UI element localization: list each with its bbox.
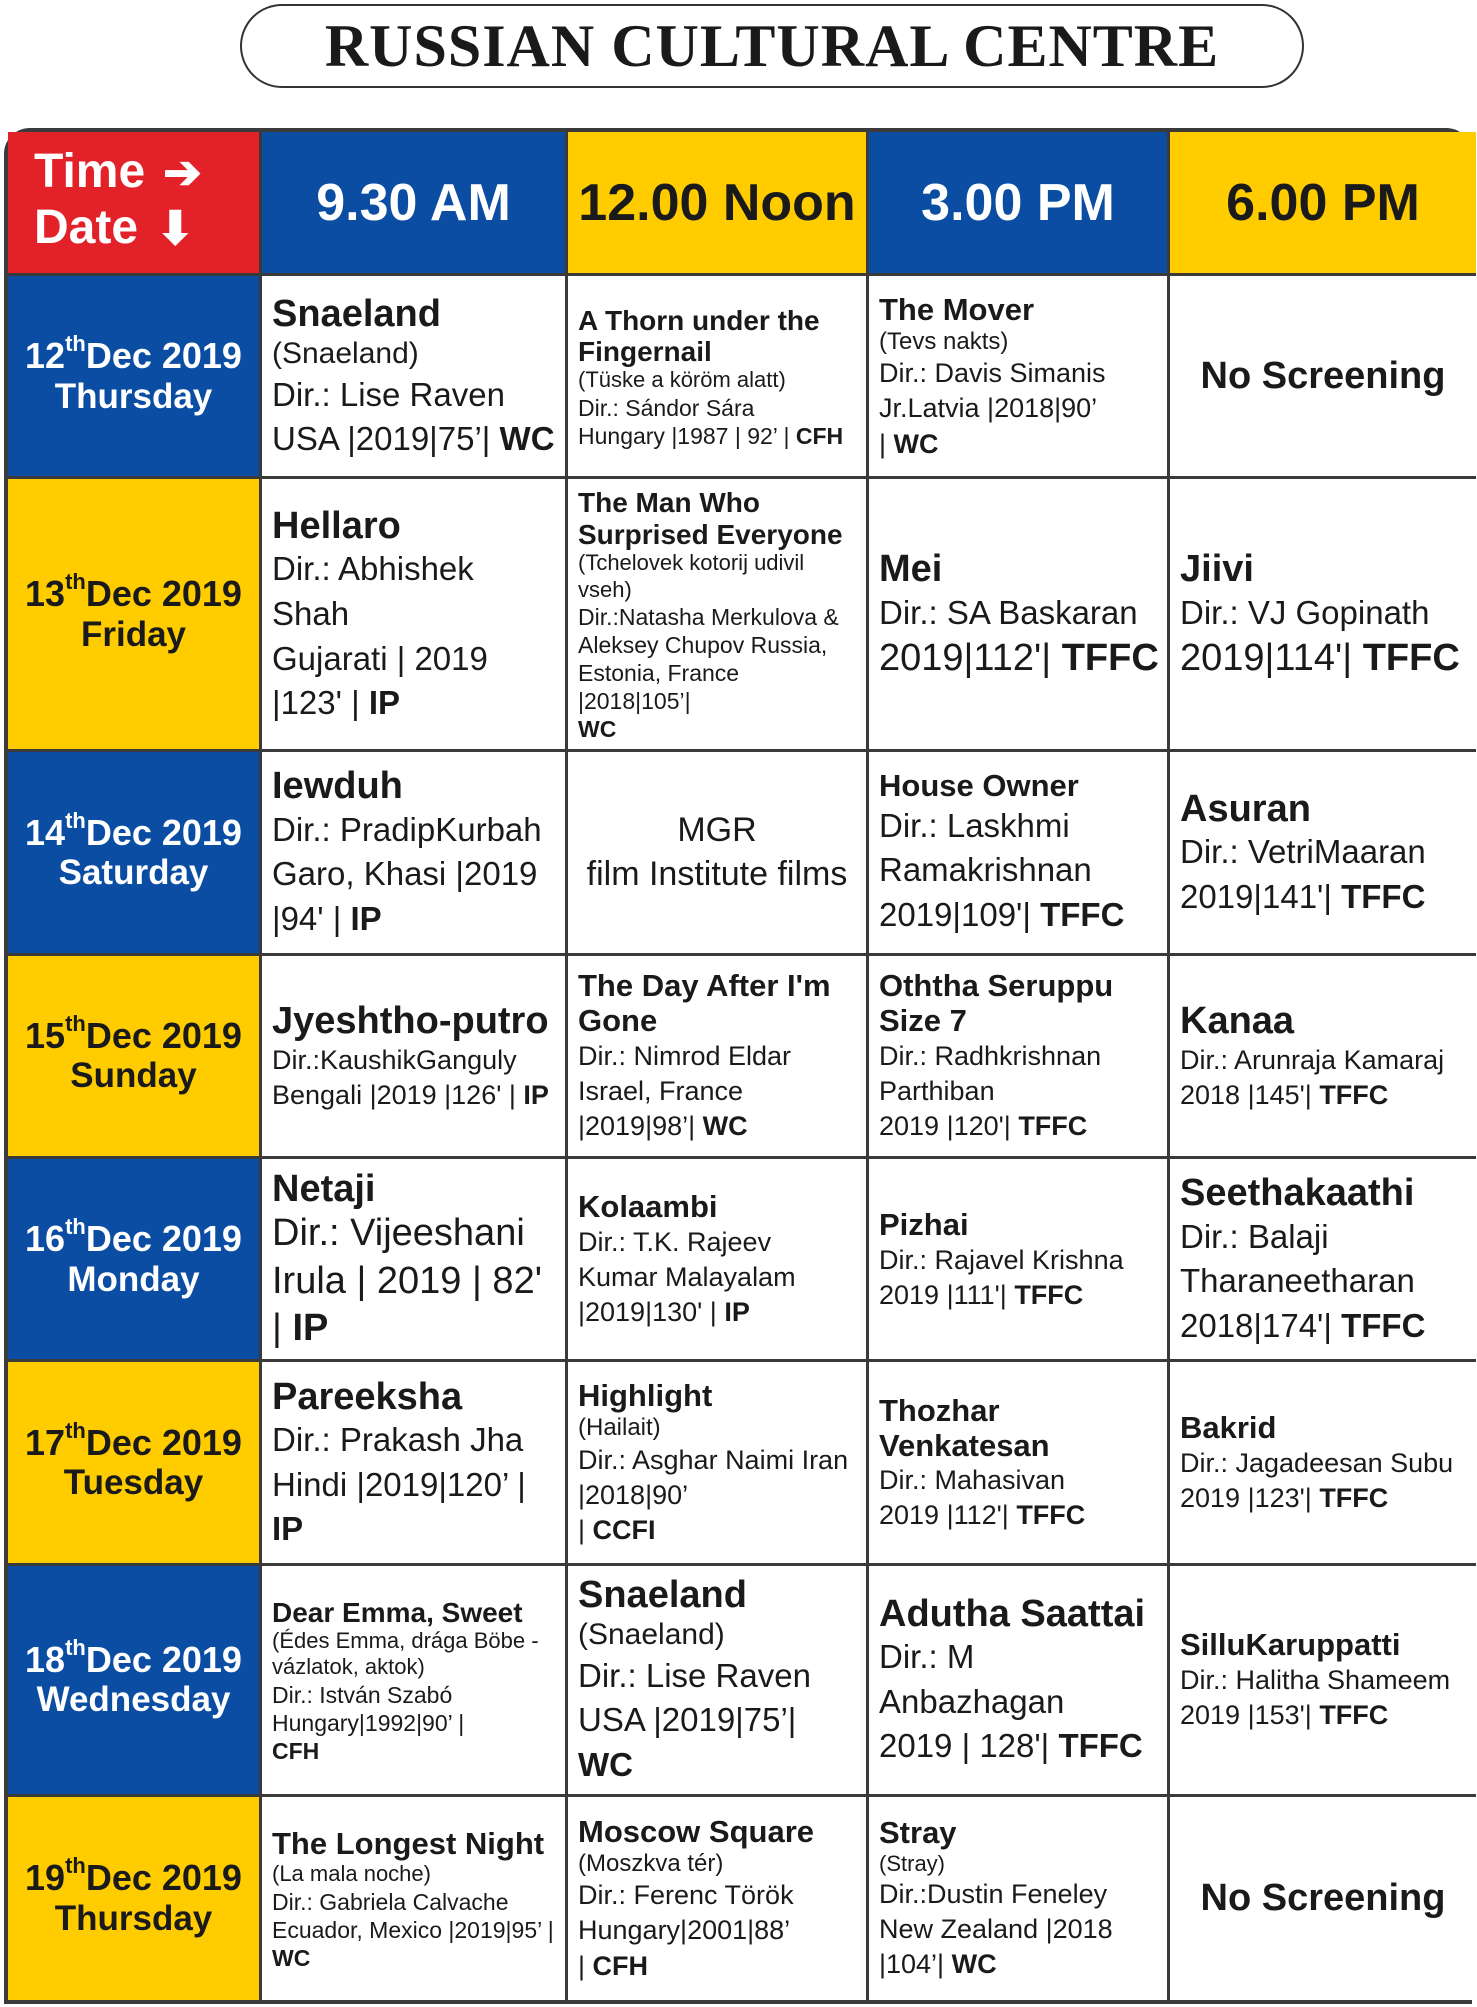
film-title: House Owner (879, 768, 1079, 804)
weekday: Monday (67, 1259, 200, 1299)
original-title: (Édes Emma, drága Böbe - vázlatok, aktok) (272, 1627, 539, 1680)
film-director: Dir.: M Anbazhagan (879, 1638, 1065, 1720)
section-tag: IP (292, 1307, 329, 1350)
no-screening-cell (1170, 1797, 1476, 2000)
film-meta (879, 1947, 1159, 1982)
film-director: Dir.: Balaji Tharaneetharan (1180, 1217, 1415, 1300)
section-tag: TFFC (1040, 896, 1125, 933)
film-cell (869, 1797, 1170, 2000)
film-director: Dir.: Ferenc Török Hungary|2001|88’ (578, 1880, 794, 1946)
film-director: Dir.: VJ Gopinath (1180, 593, 1430, 631)
film-meta (272, 852, 557, 941)
film-title: The Mover (879, 291, 1035, 327)
film-cell (1170, 752, 1476, 955)
film-cell (869, 1159, 1170, 1362)
section-tag: CFH (795, 422, 844, 449)
date-ordinal: th (65, 331, 86, 357)
section-tag: WC (272, 1944, 311, 1971)
arrow-down-icon: ⬇ (156, 201, 195, 254)
time-slot-noon: 12.00 Noon (568, 132, 869, 276)
film-meta (1180, 1304, 1468, 1349)
original-title: (Tüske a köröm alatt) (578, 367, 786, 393)
film-title: Jyeshtho-putro (272, 1000, 549, 1043)
film-meta (1180, 635, 1468, 683)
film-cell (568, 1362, 869, 1565)
film-details: 2019|114'| (1180, 637, 1353, 680)
weekday: Friday (80, 614, 187, 654)
film-director: Dir.: VetriMaaran (1180, 833, 1426, 871)
date-day-number: 15 (25, 1014, 66, 1056)
film-details: 2019|109'| (879, 896, 1031, 933)
section-tag: TFFC (1058, 1727, 1143, 1765)
film-meta (578, 422, 858, 450)
film-director: Dir.: Halitha Shameem (1180, 1664, 1451, 1695)
date-day-number: 13 (25, 573, 66, 615)
film-meta (1180, 1481, 1468, 1516)
film-meta (272, 1078, 557, 1113)
section-tag: IP (724, 1297, 750, 1328)
date-line (25, 569, 242, 615)
no-screening-cell (1170, 276, 1476, 479)
film-details: Garo, Khasi |2019 |94' | (272, 855, 538, 937)
section-tag: TFFC (1319, 1700, 1389, 1731)
date-month-year: Dec 2019 (85, 1638, 242, 1680)
film-cell (1170, 479, 1476, 752)
schedule-table (4, 128, 1472, 2004)
film-director: Dir.: István Szabó Hungary|1992|90’ | (272, 1681, 465, 1736)
no-screening-text: No Screening (1200, 1876, 1446, 1919)
film-cell (568, 479, 869, 752)
film-meta (272, 1737, 557, 1765)
date-day-number: 16 (25, 1218, 66, 1260)
section-tag: CCFI (592, 1514, 656, 1545)
section-tag: TFFC (1016, 1500, 1086, 1531)
film-title: SilluKaruppatti (1180, 1627, 1401, 1663)
film-details: 2018 |145'| (1180, 1080, 1312, 1111)
title-banner (240, 4, 1304, 88)
film-details: 2019 |120'| (879, 1111, 1011, 1142)
film-cell (1170, 1159, 1476, 1362)
institute-films-line: MGR (677, 811, 757, 850)
film-title: Thozhar Venkatesan (879, 1392, 1050, 1463)
film-title: Netaji (272, 1167, 376, 1210)
original-title: (Tevs nakts) (879, 327, 1009, 355)
date-cell (8, 1566, 262, 1797)
film-title: Bakrid (1180, 1410, 1277, 1446)
institute-films-cell (568, 752, 869, 955)
section-tag: IP (523, 1080, 549, 1111)
film-director: Dir.: Asghar Naimi Iran |2018|90’ (578, 1444, 849, 1510)
film-director: Dir.:Dustin Feneley New Zealand |2018 (879, 1879, 1113, 1945)
film-director: Dir.: Gabriela Calvache Ecuador, Mexico |2019|95’ | (272, 1888, 554, 1943)
film-cell (568, 1797, 869, 2000)
film-meta (578, 1698, 858, 1787)
film-details: |104’| (879, 1949, 945, 1980)
film-title: Adutha Saattai (879, 1592, 1146, 1635)
date-cell (8, 752, 262, 955)
film-details: Hindi |2019|120’ | (272, 1465, 526, 1503)
date-line (25, 1853, 242, 1899)
original-title: (Tchelovek kotorij udivil vseh) (578, 550, 805, 602)
date-label: Date (34, 201, 139, 254)
film-title: Snaeland (272, 292, 441, 335)
date-ordinal: th (65, 569, 86, 595)
film-meta (272, 1944, 557, 1972)
weekday: Thursday (54, 1898, 213, 1938)
date-ordinal: th (65, 1214, 86, 1240)
weekday: Tuesday (63, 1463, 204, 1503)
original-title: (Snaeland) (272, 337, 419, 371)
section-tag: IP (368, 684, 401, 722)
date-day-number: 14 (25, 811, 66, 853)
film-cell (262, 956, 568, 1159)
section-tag: TFFC (1341, 877, 1426, 915)
film-cell (262, 752, 568, 955)
film-cell (568, 1159, 869, 1362)
date-ordinal: th (65, 1417, 86, 1443)
film-title: Iewduh (272, 765, 403, 808)
original-title: (La mala noche) (272, 1861, 431, 1887)
film-details: 2019 |112'| (879, 1500, 1009, 1531)
film-details: 2019 |123'| (1180, 1483, 1312, 1514)
date-line (25, 1417, 242, 1463)
film-title: A Thorn under the Fingernail (578, 304, 820, 367)
film-title: Kanaa (1180, 1000, 1295, 1043)
section-tag: WC (702, 1111, 748, 1142)
film-title: Seethakaathi (1180, 1172, 1415, 1215)
film-cell (262, 1797, 568, 2000)
film-title: Dear Emma, Sweet (272, 1596, 523, 1628)
film-title: Oththa Seruppu Size 7 (879, 968, 1114, 1039)
date-month-year: Dec 2019 (85, 1421, 242, 1463)
weekday: Saturday (58, 852, 209, 892)
time-slot-930am: 9.30 AM (262, 132, 568, 276)
film-title: Jiivi (1180, 547, 1254, 590)
section-tag: WC (499, 420, 555, 458)
film-cell (869, 276, 1170, 479)
film-details: Hungary |1987 | 92’ | (578, 422, 790, 449)
section-tag: TFFC (1341, 1306, 1426, 1344)
film-director: Dir.: Abhishek Shah (272, 550, 474, 633)
date-label-row (34, 200, 195, 255)
section-tag: TFFC (1319, 1483, 1389, 1514)
film-title: Pizhai (879, 1206, 969, 1242)
film-director: Dir.: Mahasivan (879, 1465, 1066, 1496)
film-director: Dir.: Lise Raven (578, 1656, 811, 1694)
date-month-year: Dec 2019 (85, 335, 242, 377)
film-director: Dir.: Radhkrishnan Parthiban (879, 1040, 1102, 1106)
film-director: Dir.:Natasha Merkulova & Aleksey Chupov Russia, Estonia, France |2018|105’| (578, 603, 839, 715)
date-cell (8, 1797, 262, 2000)
film-director: Dir.: Laskhmi Ramakrishnan (879, 806, 1092, 889)
film-title: Pareeksha (272, 1375, 463, 1418)
section-tag: IP (350, 899, 382, 937)
film-details: Irula | 2019 | 82' | (272, 1259, 542, 1350)
film-director: Dir.: T.K. Rajeev Kumar Malayalam (578, 1226, 796, 1293)
section-tag: TFFC (1362, 637, 1460, 680)
date-day-number: 17 (25, 1421, 66, 1463)
film-cell (568, 1566, 869, 1797)
film-cell (262, 1159, 568, 1362)
film-meta (578, 1513, 858, 1548)
film-director: Dir.: Lise Raven (272, 375, 505, 413)
date-day-number: 19 (25, 1857, 66, 1899)
time-label-row (34, 144, 202, 199)
original-title: (Snaeland) (578, 1618, 725, 1652)
section-tag: WC (893, 428, 939, 459)
film-details: 2018|174'| (1180, 1306, 1332, 1344)
film-details: USA |2019|75’| (578, 1701, 797, 1739)
film-details: 2019|112'| (879, 637, 1052, 680)
original-title: (Moszkva tér) (578, 1849, 724, 1877)
original-title: (Stray) (879, 1850, 945, 1876)
film-title: Snaeland (578, 1573, 747, 1616)
film-meta (879, 427, 1159, 462)
film-cell (869, 479, 1170, 752)
section-tag: TFFC (1018, 1111, 1088, 1142)
film-cell (869, 1566, 1170, 1797)
film-details: | (578, 1514, 586, 1545)
film-meta (1180, 1078, 1468, 1113)
film-director: Dir.: Sándor Sára (578, 394, 755, 421)
weekday: Sunday (70, 1056, 197, 1096)
date-day-number: 12 (25, 335, 66, 377)
date-month-year: Dec 2019 (85, 1218, 242, 1260)
film-meta (879, 1278, 1159, 1313)
film-cell (869, 956, 1170, 1159)
film-title: The Longest Night (272, 1825, 545, 1861)
film-meta (578, 715, 858, 743)
film-cell (262, 276, 568, 479)
date-line (25, 1214, 242, 1260)
film-cell (262, 479, 568, 752)
film-meta (578, 1295, 858, 1330)
time-label: Time (34, 145, 146, 198)
date-cell (8, 956, 262, 1159)
film-meta (879, 1109, 1159, 1144)
film-details: | (578, 1950, 586, 1981)
date-ordinal: th (65, 807, 86, 833)
film-cell (1170, 1566, 1476, 1797)
film-details: | (879, 428, 887, 459)
film-director: Dir.: SA Baskaran (879, 593, 1138, 631)
film-director: Dir.: Arunraja Kamaraj (1180, 1044, 1445, 1075)
film-cell (1170, 956, 1476, 1159)
film-meta (1180, 875, 1468, 920)
section-tag: TFFC (1061, 637, 1159, 680)
film-details: 2019 |153'| (1180, 1700, 1312, 1731)
date-month-year: Dec 2019 (85, 1857, 242, 1899)
film-details: 2019 |111'| (879, 1279, 1007, 1310)
section-tag: CFH (592, 1950, 649, 1981)
film-director: Dir.:KaushikGanguly (272, 1044, 517, 1075)
film-cell (869, 1362, 1170, 1565)
no-screening-text: No Screening (1200, 354, 1446, 397)
film-meta (578, 1949, 858, 1984)
date-month-year: Dec 2019 (85, 811, 242, 853)
section-tag: CFH (272, 1737, 320, 1764)
film-title: Mei (879, 547, 943, 590)
film-director: Dir.: Davis Simanis Jr.Latvia |2018|90’ (879, 358, 1106, 424)
arrow-right-icon: ➔ (163, 145, 202, 198)
film-meta (879, 893, 1159, 938)
film-cell (262, 1362, 568, 1565)
date-line (25, 807, 242, 853)
film-meta (272, 1258, 557, 1353)
page-title: RUSSIAN CULTURAL CENTRE (324, 12, 1220, 79)
film-cell (568, 956, 869, 1159)
film-director: Dir.: Vijeeshani (272, 1212, 525, 1255)
date-line (25, 331, 242, 377)
section-tag: IP (272, 1510, 304, 1548)
date-line (25, 1634, 242, 1680)
film-cell (568, 276, 869, 479)
film-meta (879, 1724, 1159, 1769)
film-title: The Man Who Surprised Everyone (578, 487, 843, 550)
weekday: Wednesday (36, 1680, 231, 1720)
date-ordinal: th (65, 1853, 86, 1879)
film-details: Gujarati | 2019 |123' | (272, 639, 488, 722)
film-title: Asuran (1180, 787, 1311, 830)
time-slot-3pm: 3.00 PM (869, 132, 1170, 276)
date-day-number: 18 (25, 1638, 66, 1680)
film-details: Bengali |2019 |126' | (272, 1080, 516, 1111)
film-director: Dir.: Jagadeesan Subu (1180, 1447, 1454, 1478)
date-cell (8, 1362, 262, 1565)
film-details: 2019|141'| (1180, 877, 1332, 915)
date-ordinal: th (65, 1634, 86, 1660)
film-director: Dir.: PradipKurbah (272, 810, 542, 848)
corner-cell (8, 132, 262, 276)
film-details: USA |2019|75’| (272, 420, 491, 458)
film-meta (879, 635, 1159, 683)
date-cell (8, 479, 262, 752)
film-title: Kolaambi (578, 1189, 718, 1225)
film-title: The Day After I'm Gone (578, 968, 831, 1039)
film-meta (272, 637, 557, 726)
film-title: Hellaro (272, 504, 401, 547)
film-director: Dir.: Rajavel Krishna (879, 1244, 1124, 1275)
date-month-year: Dec 2019 (85, 1014, 242, 1056)
section-tag: WC (578, 716, 617, 743)
film-meta (272, 1463, 557, 1552)
section-tag: WC (578, 1746, 633, 1784)
film-title: Stray (879, 1815, 957, 1851)
film-cell (869, 752, 1170, 955)
date-line (25, 1010, 242, 1056)
film-title: Moscow Square (578, 1813, 814, 1849)
original-title: (Hailait) (578, 1413, 661, 1441)
date-cell (8, 276, 262, 479)
film-meta (1180, 1698, 1468, 1733)
film-director: Dir.: Prakash Jha (272, 1421, 524, 1459)
time-slot-6pm: 6.00 PM (1170, 132, 1476, 276)
film-title: Highlight (578, 1378, 713, 1414)
section-tag: TFFC (1319, 1080, 1389, 1111)
film-meta (879, 1498, 1159, 1533)
film-cell (262, 1566, 568, 1797)
institute-films-line: film Institute films (586, 855, 848, 894)
film-details: |2019|130' | (578, 1297, 717, 1328)
film-meta (578, 1109, 858, 1144)
date-cell (8, 1159, 262, 1362)
date-ordinal: th (65, 1010, 86, 1036)
section-tag: WC (951, 1949, 997, 1980)
film-details: |2019|98’| (578, 1111, 696, 1142)
film-meta (272, 417, 557, 462)
film-cell (1170, 1362, 1476, 1565)
section-tag: TFFC (1014, 1279, 1084, 1310)
film-details: 2019 | 128'| (879, 1727, 1050, 1765)
weekday: Thursday (54, 376, 213, 416)
film-director: Dir.: Nimrod Eldar Israel, France (578, 1040, 792, 1106)
date-month-year: Dec 2019 (85, 573, 242, 615)
